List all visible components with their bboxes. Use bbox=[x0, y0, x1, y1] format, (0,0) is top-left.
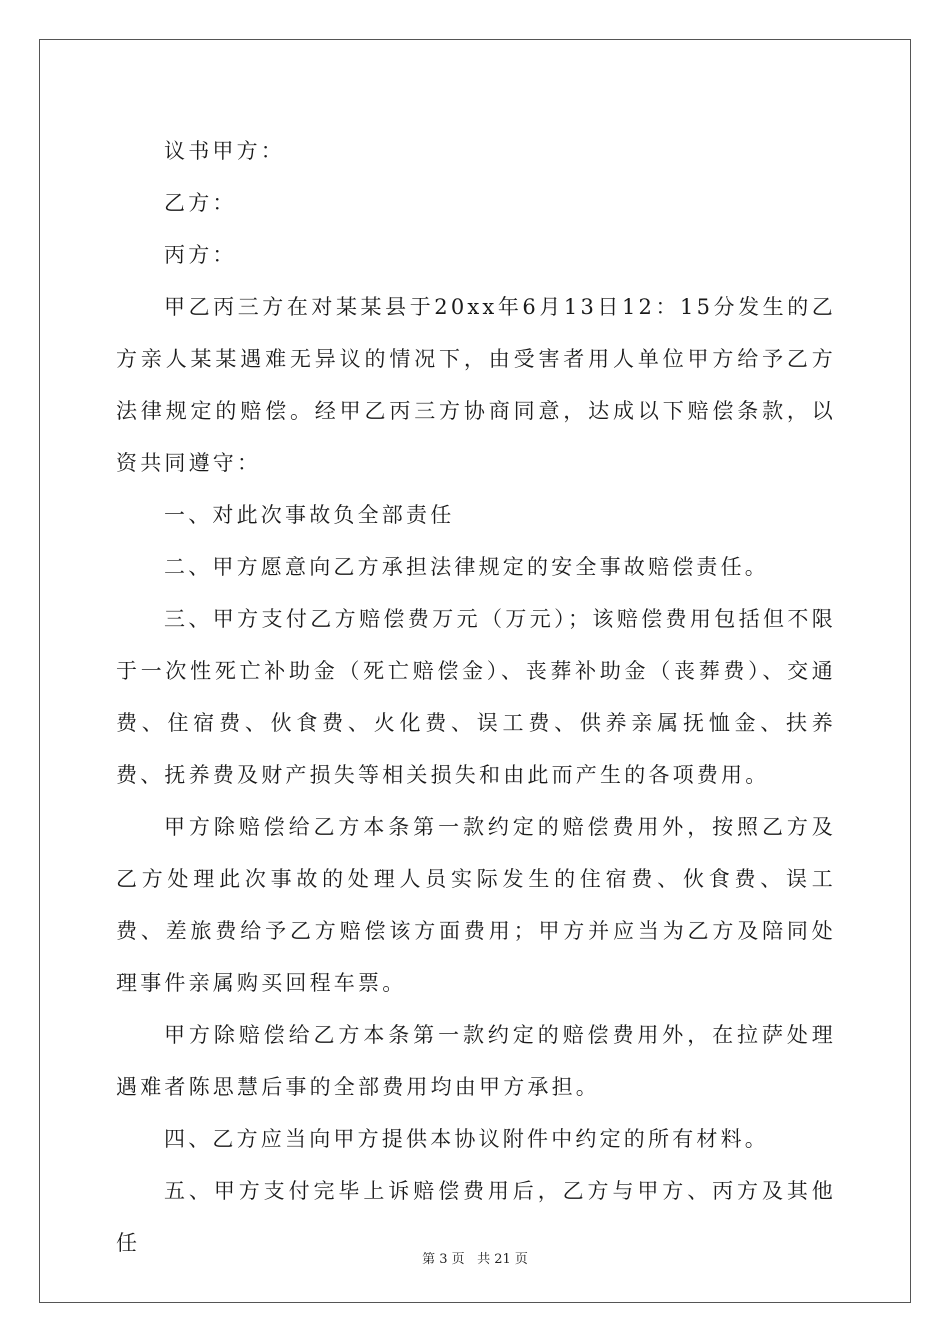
paragraph-preamble: 甲乙丙三方在对某某县于20xx年6月13日12：15分发生的乙方亲人某某遇难无异议的情况下，由受害者用人单位甲方给予乙方法律规定的赔偿。经甲乙丙三方协商同意，达成以下赔偿条款，以资共同遵守： bbox=[116, 295, 836, 475]
paragraph-party-a: 议书甲方： bbox=[164, 139, 285, 163]
paragraph-clause-3: 三、甲方支付乙方赔偿费万元（万元）；该赔偿费用包括但不限于一次性死亡补助金（死亡赔偿金）、丧葬补助金（丧葬费）、交通费、住宿费、伙食费、火化费、误工费、供养亲属抚恤金、扶养费、抚养费及财产损失等相关损失和由此而产生的各项费用。 bbox=[116, 607, 836, 787]
page-number: 第 3 页 bbox=[422, 1252, 465, 1267]
page-total: 共 21 页 bbox=[477, 1252, 528, 1267]
document-body bbox=[116, 125, 836, 1269]
paragraph-clause-1: 一、对此次事故负全部责任 bbox=[164, 503, 455, 527]
paragraph-clause-5: 五、甲方支付完毕上诉赔偿费用后，乙方与甲方、丙方及其他任 bbox=[116, 1179, 836, 1255]
page-footer bbox=[0, 1248, 950, 1267]
paragraph-clause-3-extra-1: 甲方除赔偿给乙方本条第一款约定的赔偿费用外，按照乙方及乙方处理此次事故的处理人员实际发生的住宿费、伙食费、误工费、差旅费给予乙方赔偿该方面费用；甲方并应当为乙方及陪同处理事件亲属购买回程车票。 bbox=[116, 815, 836, 995]
paragraph-party-b: 乙方： bbox=[164, 191, 237, 215]
paragraph-clause-2: 二、甲方愿意向乙方承担法律规定的安全事故赔偿责任。 bbox=[164, 555, 769, 579]
paragraph-clause-4: 四、乙方应当向甲方提供本协议附件中约定的所有材料。 bbox=[164, 1127, 769, 1151]
paragraph-clause-3-extra-2: 甲方除赔偿给乙方本条第一款约定的赔偿费用外，在拉萨处理遇难者陈思慧后事的全部费用均由甲方承担。 bbox=[116, 1023, 836, 1099]
paragraph-party-c: 丙方： bbox=[164, 243, 237, 267]
